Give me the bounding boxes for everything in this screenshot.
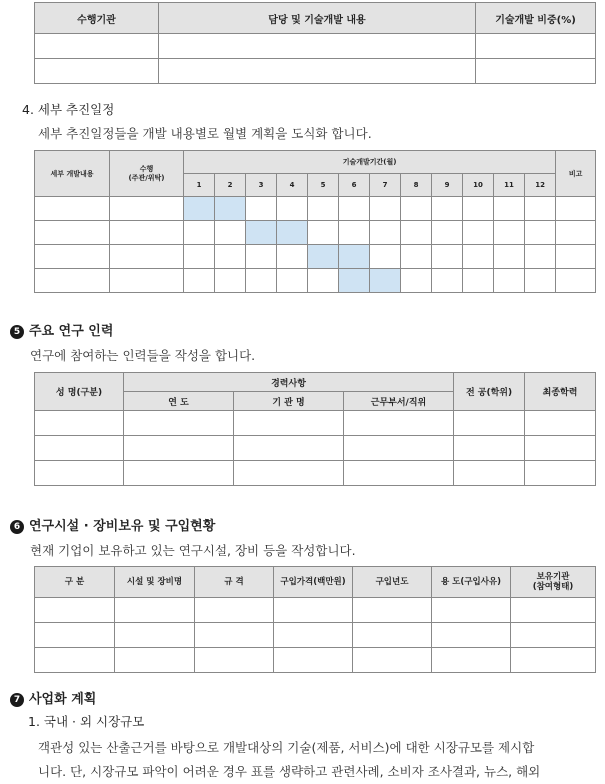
col-org-name: 기 관 명 [234, 392, 344, 411]
col-major: 전 공(학위) [454, 373, 525, 411]
org-role-table [34, 2, 596, 84]
col-note: 비고 [556, 151, 596, 197]
col-spec: 규 격 [195, 567, 274, 598]
section-7-line1: 객관성 있는 산출근거를 바탕으로 개발대상의 기술(제품, 서비스)에 대한 시장규모를 제시합 [38, 740, 535, 755]
table-row [35, 648, 596, 673]
number-badge: 6 [10, 520, 24, 534]
col-share: 기술개발 비중(%) [476, 3, 596, 34]
section-5-title: 5 주요 연구 인력 [10, 320, 113, 339]
table-row [35, 598, 596, 623]
table-row [35, 59, 596, 84]
month-4: 4 [277, 174, 308, 197]
table-row [35, 197, 596, 221]
equipment-table [34, 566, 596, 673]
table-row [35, 623, 596, 648]
section-6-title: 6 연구시설 · 장비보유 및 구입현황 [10, 515, 215, 534]
col-role: 담당 및 기술개발 내용 [159, 3, 476, 34]
table-row [35, 34, 596, 59]
month-12: 12 [525, 174, 556, 197]
month-11: 11 [494, 174, 525, 197]
section-7-sub: 1. 국내 · 외 시장규모 [28, 714, 145, 729]
col-org: 수행기관 [35, 3, 159, 34]
col-year: 연 도 [124, 392, 234, 411]
section-7-line2: 니다. 단, 시장규모 파악이 어려운 경우 표를 생략하고 관련사례, 소비자 조사결과, 뉴스, 해외 [38, 764, 541, 779]
month-6: 6 [339, 174, 370, 197]
staff-table [34, 372, 596, 486]
col-owner: 보유기관 (참여형태) [511, 567, 596, 598]
col-edu: 최종학력 [525, 373, 596, 411]
col-dept: 근무부서/직위 [344, 392, 454, 411]
col-name: 성 명(구분) [35, 373, 124, 411]
col-purpose: 용 도(구입사유) [432, 567, 511, 598]
month-3: 3 [246, 174, 277, 197]
col-period: 기술개발기간(월) [184, 151, 556, 174]
month-7: 7 [370, 174, 401, 197]
number-badge: 7 [10, 693, 24, 707]
table-row [35, 221, 596, 245]
col-price: 구입가격(백만원) [274, 567, 353, 598]
month-9: 9 [432, 174, 463, 197]
section-6-desc: 현재 기업이 보유하고 있는 연구시설, 장비 등을 작성합니다. [30, 543, 356, 558]
section-7-title: 7 사업화 계획 [10, 688, 96, 707]
col-item: 세부 개발내용 [35, 151, 110, 197]
month-8: 8 [401, 174, 432, 197]
month-5: 5 [308, 174, 339, 197]
table-row [35, 436, 596, 461]
col-type: 구 분 [35, 567, 115, 598]
col-career: 경력사항 [124, 373, 454, 392]
section-4-title: 4. 세부 추진일정 [22, 102, 115, 117]
number-badge: 5 [10, 325, 24, 339]
table-row [35, 269, 596, 293]
section-5-desc: 연구에 참여하는 인력들을 작성을 합니다. [30, 348, 256, 363]
month-2: 2 [215, 174, 246, 197]
table-row [35, 461, 596, 486]
col-purchase-year: 구입년도 [353, 567, 432, 598]
schedule-table [34, 150, 596, 293]
month-10: 10 [463, 174, 494, 197]
section-4-desc: 세부 추진일정들을 개발 내용별로 월별 계획을 도식화 합니다. [38, 126, 372, 141]
col-org: 수행 (주관/위탁) [110, 151, 184, 197]
month-1: 1 [184, 174, 215, 197]
col-equipment: 시설 및 장비명 [115, 567, 195, 598]
table-row [35, 245, 596, 269]
table-row [35, 411, 596, 436]
